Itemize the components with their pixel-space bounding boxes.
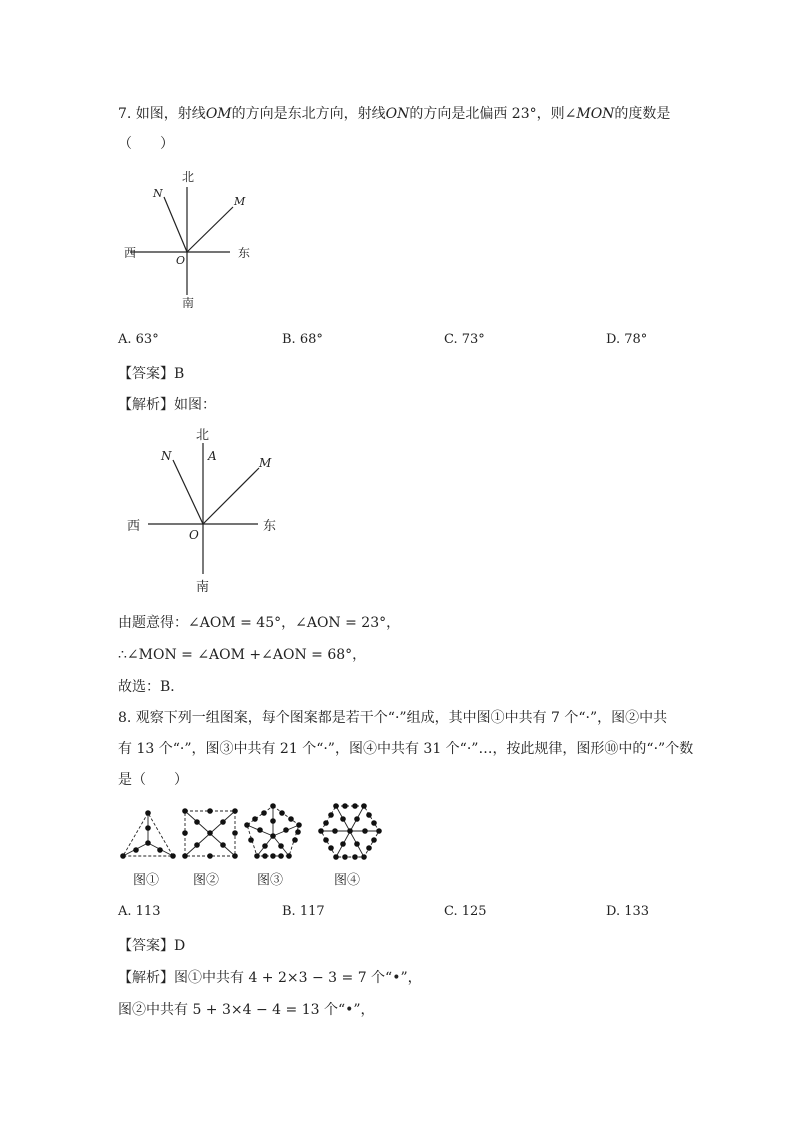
q8-option-d: D. 133 <box>606 904 650 919</box>
q8-analysis-line1: 【解析】图①中共有 4 + 2×3 − 3 = 7 个“•”， <box>118 970 422 986</box>
pattern-label-3: 图③ <box>257 873 284 888</box>
label-A: A <box>208 449 217 463</box>
q7-answer: 【答案】B <box>118 366 185 382</box>
q7-analysis-figure <box>120 420 290 600</box>
q8-stem-line2: 有 13 个“·”，图③中共有 21 个“·”，图④中共有 31 个“·”…，按此规律，图形⑩中的“·”个数 <box>118 741 694 757</box>
pattern-label-1: 图① <box>133 873 160 888</box>
label-south: 南 <box>182 296 195 310</box>
label-N: N <box>153 187 163 200</box>
pattern-4-dots <box>318 803 382 860</box>
q8-option-c: C. 125 <box>444 904 487 919</box>
ray-OM <box>203 468 259 524</box>
pattern-1 <box>123 813 173 856</box>
label-M: M <box>234 195 246 208</box>
label-west: 西 <box>124 246 137 260</box>
label-M: M <box>259 456 272 470</box>
label-O: O <box>189 528 199 542</box>
label-east: 东 <box>263 519 277 534</box>
q7-line1: 由题意得：∠AOM = 45°，∠AON = 23°， <box>118 615 401 631</box>
ray-ON <box>173 460 203 524</box>
q7-paren: （ ） <box>118 136 174 152</box>
label-O: O <box>176 254 186 267</box>
label-west: 西 <box>127 519 141 534</box>
q8-pattern-figures <box>115 800 395 895</box>
q7-figure <box>120 165 260 315</box>
label-south: 南 <box>196 580 210 595</box>
q7-option-b: B. 68° <box>282 332 323 347</box>
ray-OM <box>187 207 233 252</box>
q8-stem-line3: 是（ ） <box>118 772 188 788</box>
pattern-label-2: 图② <box>193 873 220 888</box>
q7-analysis-head: 【解析】如图： <box>118 397 216 413</box>
label-north: 北 <box>182 170 195 184</box>
q8-stem-line1: 8. 观察下列一组图案，每个图案都是若干个“·”组成，其中图①中共有 7 个“·”，图②中共 <box>118 710 668 726</box>
label-north: 北 <box>196 428 210 443</box>
label-east: 东 <box>238 246 251 260</box>
q7-option-c: C. 73° <box>444 332 485 347</box>
q7-line3: 故选：B． <box>118 679 185 695</box>
q8-analysis-line2: 图②中共有 5 + 3×4 − 4 = 13 个“•”， <box>118 1002 375 1018</box>
q7-option-a: A. 63° <box>118 332 159 347</box>
q7-stem: 7. 如图，射线OM的方向是东北方向，射线ON的方向是北偏西 23°，则∠MON的度数是 <box>118 106 671 122</box>
q8-answer: 【答案】D <box>118 938 186 954</box>
pattern-label-4: 图④ <box>334 873 361 888</box>
q7-line2: ∴∠MON = ∠AOM +∠AON = 68°， <box>118 647 367 663</box>
q8-option-b: B. 117 <box>282 904 325 919</box>
pattern-3 <box>247 806 299 856</box>
ray-ON <box>164 197 187 252</box>
q8-option-a: A. 113 <box>118 904 161 919</box>
label-N: N <box>161 449 172 463</box>
q7-option-d: D. 78° <box>606 332 648 347</box>
